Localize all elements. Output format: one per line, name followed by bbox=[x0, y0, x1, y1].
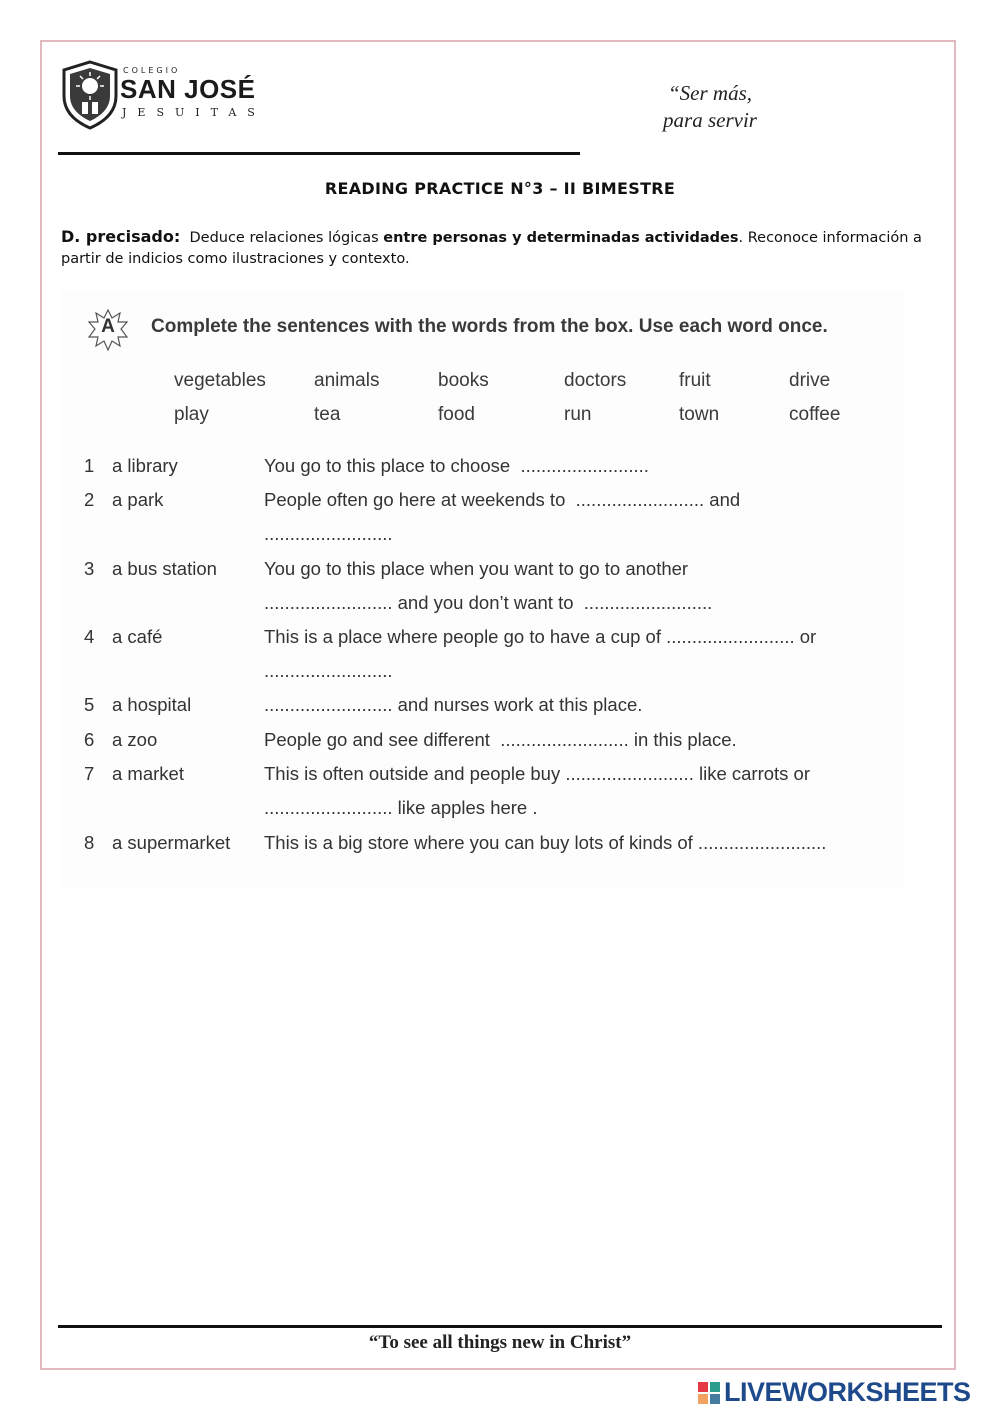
item-place: a park bbox=[112, 489, 164, 510]
page-title: READING PRACTICE N°3 – II BIMESTRE bbox=[324, 179, 676, 198]
item-sentence: You go to this place to choose ......................... bbox=[264, 455, 649, 476]
item-sentence: This is often outside and people buy ......................... like carrots or bbox=[264, 763, 811, 784]
item-sentence: ......................... bbox=[264, 523, 393, 544]
item-place: a café bbox=[112, 626, 163, 647]
item-number: 4 bbox=[84, 626, 95, 647]
item-place: a market bbox=[112, 763, 184, 784]
item-sentence: ......................... bbox=[264, 660, 393, 681]
word-box-word: tea bbox=[314, 404, 341, 425]
liveworksheets-text: LIVEWORKSHEETS bbox=[724, 1377, 971, 1407]
item-sentence: This is a big store where you can buy lots of kinds of ......................... bbox=[264, 832, 827, 853]
item-sentence: ......................... and nurses work at this place. bbox=[264, 694, 643, 715]
word-box-word: animals bbox=[314, 370, 380, 391]
item-number: 1 bbox=[84, 455, 95, 476]
word-box-word: run bbox=[564, 404, 592, 425]
item-sentence: ......................... like apples here . bbox=[264, 797, 538, 818]
item-place: a hospital bbox=[112, 694, 192, 715]
item-place: a bus station bbox=[112, 558, 217, 579]
description-text-2: . Reconoce información a partir de indicios como ilustraciones y contexto. bbox=[61, 230, 922, 267]
item-number: 8 bbox=[84, 832, 95, 853]
motto-line-2: para servir bbox=[663, 108, 757, 132]
item-sentence: ......................... and you don’t want to ......................... bbox=[264, 592, 713, 613]
word-box-word: books bbox=[438, 370, 489, 391]
item-place: a supermarket bbox=[112, 832, 231, 853]
item-sentence: You go to this place when you want to go to another bbox=[264, 558, 689, 579]
exercise-instruction: Complete the sentences with the words from the box. Use each word once. bbox=[151, 316, 828, 337]
word-box-word: food bbox=[438, 404, 475, 425]
item-number: 6 bbox=[84, 729, 95, 750]
word-box-word: coffee bbox=[789, 404, 841, 425]
item-sentence: People often go here at weekends to ......................... and bbox=[264, 489, 741, 510]
item-number: 3 bbox=[84, 558, 95, 579]
school-logo bbox=[60, 60, 270, 134]
footer-divider bbox=[58, 1325, 942, 1328]
description-bold-text: entre personas y determinadas actividades bbox=[383, 230, 739, 246]
word-box-word: play bbox=[174, 404, 209, 425]
liveworksheets-logo-icon bbox=[698, 1382, 720, 1404]
description-text-1: Deduce relaciones lógicas bbox=[189, 230, 384, 246]
description-label: D. precisado: bbox=[61, 227, 181, 246]
logo-school-name: SAN JOSÉ bbox=[120, 74, 256, 104]
item-number: 2 bbox=[84, 489, 95, 510]
item-place: a zoo bbox=[112, 729, 158, 750]
motto-line-1: “Ser más, bbox=[667, 81, 752, 105]
item-sentence: This is a place where people go to have a cup of ......................... or bbox=[264, 626, 817, 647]
item-sentence: People go and see different ......................... in this place. bbox=[264, 729, 737, 750]
logo-colegio-text: COLEGIO bbox=[123, 66, 181, 75]
word-box-word: drive bbox=[789, 370, 831, 391]
shield-icon bbox=[60, 60, 120, 130]
school-motto bbox=[640, 80, 780, 134]
item-number: 5 bbox=[84, 694, 95, 715]
footer-quote: “To see all things new in Christ” bbox=[368, 1332, 632, 1353]
word-box-word: vegetables bbox=[174, 370, 266, 391]
logo-jesuitas-text: JESUITAS bbox=[122, 106, 266, 119]
exercise-letter: A bbox=[101, 316, 115, 337]
item-number: 7 bbox=[84, 763, 95, 784]
word-box-word: doctors bbox=[564, 370, 627, 391]
item-place: a library bbox=[112, 455, 178, 476]
header-divider bbox=[58, 152, 580, 155]
description bbox=[61, 226, 941, 270]
word-box-word: town bbox=[679, 404, 720, 425]
word-box-word: fruit bbox=[679, 370, 711, 391]
